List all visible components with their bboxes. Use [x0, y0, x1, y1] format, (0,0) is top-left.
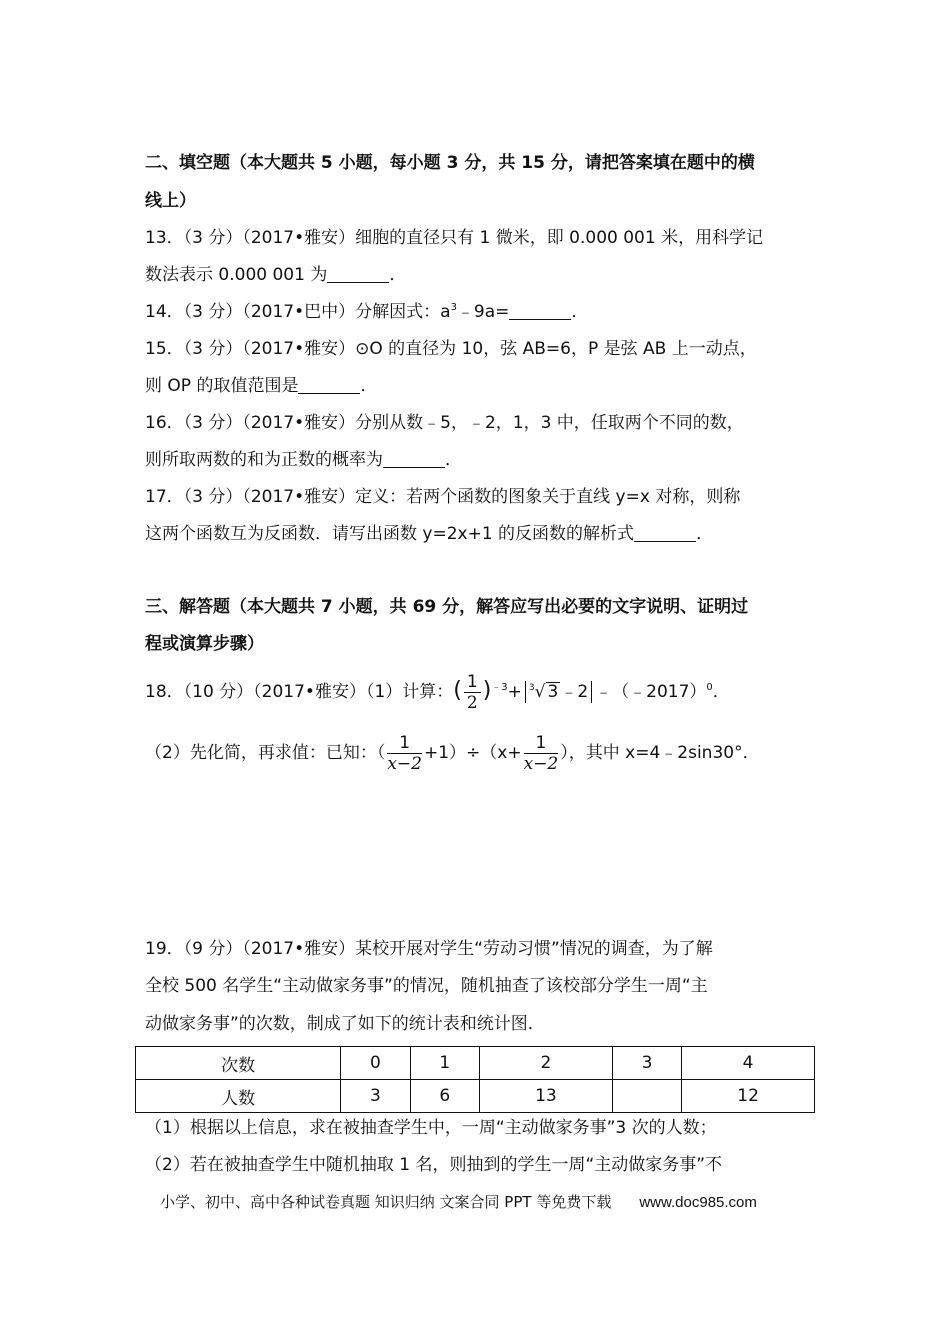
q18-part2-text: （2）先化简，再求值：已知：（ [145, 743, 386, 763]
q18-fraction-2 [524, 733, 559, 774]
q18-tail: ﹣（﹣2017） [595, 682, 707, 702]
radical-sign-icon: √ [534, 682, 546, 702]
fraction-numerator: 1 [387, 733, 422, 754]
q17-line1: 17．（3 分）（2017•雅安）定义：若两个函数的图象关于直线 y=x 对称，则称 [145, 487, 741, 507]
table-cell: 4 [682, 1047, 815, 1080]
abs-bar-right [591, 681, 592, 703]
footer-text: 小学、初中、高中各种试卷真题 知识归纳 文案合同 PPT 等免费下载 [160, 1193, 612, 1211]
table-cell: 3 [341, 1080, 410, 1113]
table-cell: 0 [341, 1047, 410, 1080]
q14-answer-blank [509, 303, 571, 320]
left-paren: ( [453, 678, 462, 703]
q15-answer-blank [298, 377, 360, 394]
q18-part2-end: ），其中 x=4﹣2sin30°． [560, 743, 760, 763]
q15-line2-end: ． [360, 376, 378, 396]
page-footer [160, 1191, 757, 1212]
q13-line2-text: 数法表示 0.000 001 为 [145, 265, 328, 285]
table-row [136, 1047, 815, 1080]
q17-line2-text: 这两个函数互为反函数．请写出函数 y=2x+1 的反函数的解析式 [145, 524, 635, 544]
q18-part2-mid: +1）÷（x+ [423, 743, 522, 763]
q18-part1 [145, 670, 730, 713]
table-cell: 2 [480, 1047, 613, 1080]
fraction-numerator: 1 [464, 672, 481, 693]
q15-line1: 15．（3 分）（2017•雅安）⊙O 的直径为 10，弦 AB=6，P 是弦 AB 上一动点， [145, 339, 757, 359]
q19-line2: 全校 500 名学生“主动做家务事”的情况，随机抽查了该校部分学生一周“主 [145, 976, 708, 996]
table-cell: 1 [410, 1047, 479, 1080]
footer-url-link[interactable]: www.doc985.com [639, 1194, 757, 1211]
abs-bar-left [525, 681, 526, 703]
radicand: 3 [547, 682, 559, 702]
fraction-denominator: 2 [466, 692, 478, 713]
statistics-table [135, 1046, 815, 1113]
table-row [136, 1080, 815, 1113]
cube-root-index: 3 [528, 683, 535, 693]
fraction-numerator: 1 [524, 733, 559, 754]
fraction-denominator: x−2 [387, 753, 422, 774]
q17-line2-end: ． [696, 524, 714, 544]
table-cell: 3 [612, 1047, 681, 1080]
q18-plus: + [507, 682, 522, 702]
q19-line3: 动做家务事”的次数，制成了如下的统计表和统计图． [145, 1014, 545, 1034]
q16-line2-end: ． [445, 450, 462, 470]
q19-sub1: （1）根据以上信息，求在被抽查学生中，一周“主动做家务事”3 次的人数； [145, 1118, 717, 1138]
section-2-heading-line1: 二、填空题（本大题共 5 小题，每小题 3 分，共 15 分，请把答案填在题中的横 [145, 153, 755, 173]
fraction-denominator: x−2 [523, 753, 559, 774]
q19-line1: 19．（9 分）（2017•雅安）某校开展对学生“劳动习惯”情况的调查，为了解 [145, 939, 713, 959]
q13-line2 [145, 264, 406, 286]
q15-line2-text: 则 OP 的取值范围是 [145, 376, 299, 396]
q14-line [145, 301, 588, 323]
q18-exponent: ﹣3 [491, 682, 508, 693]
table-cell: 人数 [136, 1080, 341, 1113]
q18-fraction-half [464, 672, 481, 713]
right-paren: ) [482, 678, 492, 703]
q14-text: 14．（3 分）（2017•巴中）分解因式：a [145, 302, 451, 322]
q18-part2 [145, 731, 760, 775]
q13-line1: 13．（3 分）（2017•雅安）细胞的直径只有 1 微米，即 0.000 001 米，用科学记 [145, 228, 764, 248]
table-cell: 6 [410, 1080, 479, 1113]
q13-line2-end: ． [389, 265, 407, 285]
section-3-heading-line1: 三、解答题（本大题共 7 小题，共 69 分，解答应写出必要的文字说明、证明过 [145, 597, 749, 617]
q18-abs-rest: ﹣2 [560, 682, 589, 702]
q15-line2 [145, 375, 377, 397]
q18-part1-text: 18．（10 分）（2017•雅安）（1）计算： [145, 682, 454, 702]
q18-tail-end: ． [712, 682, 730, 702]
q16-answer-blank [383, 451, 445, 468]
table-cell: 12 [682, 1080, 815, 1113]
q19-sub2: （2）若在被抽查学生中随机抽取 1 名，则抽到的学生一周“主动做家务事”不 [145, 1155, 723, 1175]
q18-fraction-1 [387, 733, 422, 774]
q14-text-mid: ﹣9a= [456, 302, 510, 322]
q14-exponent: 3 [450, 302, 457, 313]
q14-end: ． [571, 302, 589, 322]
section-3-heading-line2: 程或演算步骤） [145, 634, 264, 654]
table-cell [612, 1080, 681, 1113]
q13-answer-blank [327, 266, 389, 283]
q16-line2-text: 则所取两数的和为正数的概率为 [145, 450, 383, 470]
q17-answer-blank [634, 525, 696, 542]
table-cell: 13 [480, 1080, 613, 1113]
q16-line2 [145, 449, 462, 471]
section-2-heading-line2: 线上） [145, 191, 196, 211]
table-cell: 次数 [136, 1047, 341, 1080]
q16-line1: 16．（3 分）（2017•雅安）分别从数﹣5，﹣2，1，3 中，任取两个不同的数， [145, 413, 744, 433]
q17-line2 [145, 523, 713, 545]
q18-tail-exponent: 0 [706, 682, 713, 693]
